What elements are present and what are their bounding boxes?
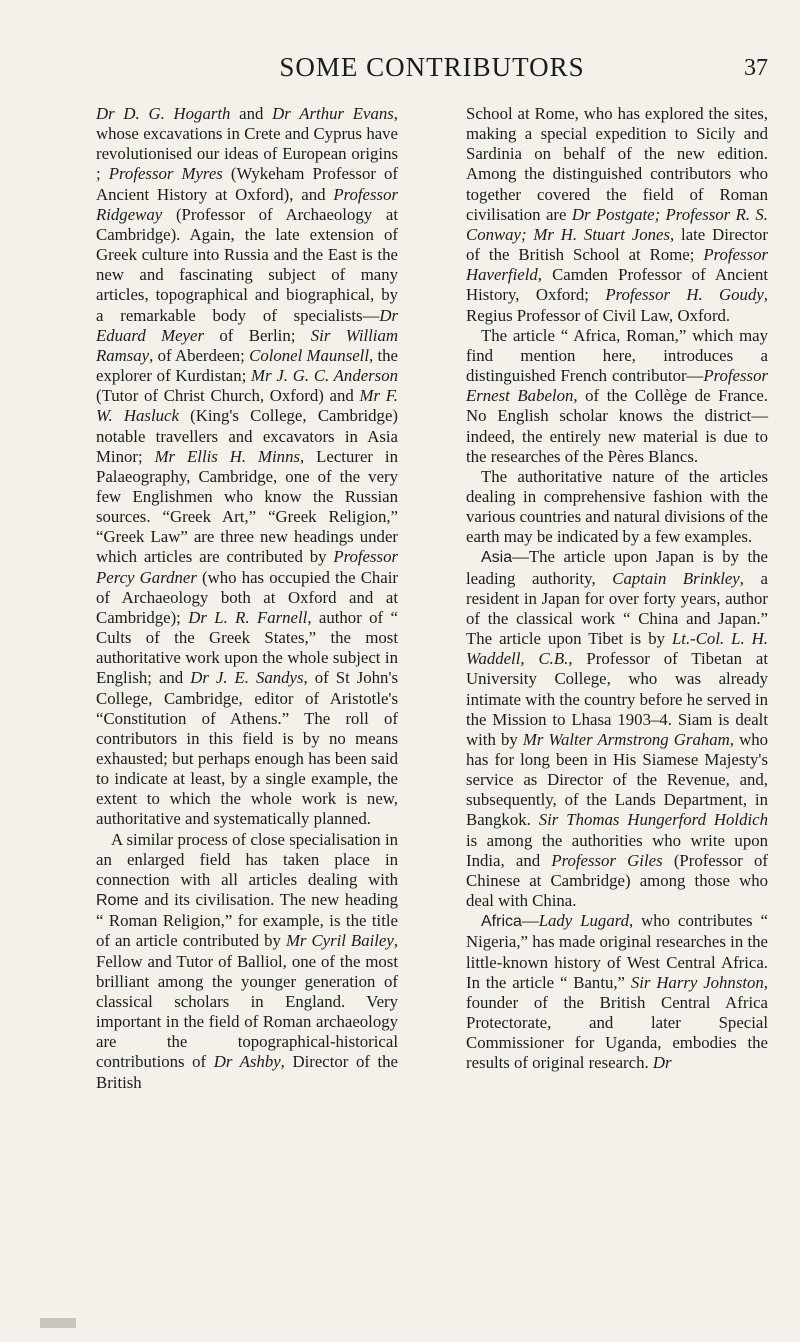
text-run: , of St John's College, Cambridge, editor of Aristotle's “Constitution of Athens.” The roll of contributors in this field is by no means exhausted; but perhaps enough has been said to indicate at least, by a single example, the extent to which the whole work is new, authoritative and systematically planned. [96, 668, 398, 829]
text-run: (Professor of Archaeology at Cambridge). Again, the late extension of Greek culture into Russia and the East is the new and fascinating subject of many articles, topographical and biographical, by a remarkable body of specialists— [96, 204, 398, 325]
name-italic: Dr D. G. Hogarth [96, 104, 231, 123]
text-run: , of Aberdeen; [149, 345, 250, 365]
text-run: — [521, 911, 539, 931]
text-run: , the explorer of Kurdistan; [96, 345, 398, 386]
text-run: (Wykeham Professor of Ancient History at Oxford), and [96, 164, 399, 204]
text-run: and [230, 104, 273, 123]
name-italic: Dr Eduard Meyer [96, 305, 398, 345]
text-run: , founder of the British Central Africa Protectorate, and later Special Commissioner for Uganda, embodies the results of original research. [466, 972, 768, 1073]
text-run: (who has occupied the Chair of Archaeology both at Oxford and at Cambridge); [96, 567, 398, 627]
text-run: School at Rome, who has explored the sites, making a special expedition to Sicily and Sardinia on behalf of the new edition. Among the distinguished contributors who together covered the field of Roman civilisation are [466, 104, 768, 224]
name-italic: Mr Ellis H. Minns [154, 446, 300, 466]
paragraph [466, 467, 768, 548]
name-italic: Professor Giles [551, 850, 663, 870]
paragraph [96, 104, 398, 830]
name-italic: Dr L. R. Farnell [188, 607, 308, 627]
name-italic: Professor Percy Gardner [96, 547, 398, 587]
text-run: , late Director of the British School at Rome; [466, 224, 768, 265]
text-run: The article “ Africa, Roman,” which may find mention here, introduces a distinguished French contributor— [466, 325, 768, 386]
running-head: SOME CONTRIBUTORS [279, 52, 585, 82]
name-italic: Dr Arthur Evans [272, 104, 394, 123]
name-italic: Professor Myres [108, 164, 223, 184]
name-italic: Colonel Maunsell [249, 345, 369, 365]
text-run: (Tutor of Christ Church, Oxford) and [96, 386, 360, 406]
text-run: , Camden Professor of Ancient History, Oxford; [466, 265, 768, 305]
name-italic: Professor Ridgeway [96, 184, 398, 224]
text-run: and its civilisation. The new heading “ Roman Religion,” for example, is the title of an article contributed by [96, 890, 398, 951]
name-italic: Professor Haverfield [466, 245, 768, 285]
paragraph [466, 911, 768, 1073]
name-italic: Professor H. Goudy [605, 285, 764, 305]
text-run: , Lecturer in Palaeography, Cambridge, one of the very few Englishmen who know the Russian sources. “Greek Art,” “Greek Religion,” “Greek Law” are three new headings under which articles are contributed by [96, 446, 398, 567]
paragraph [96, 830, 398, 1093]
text-run: , who has for long been in His Siamese Majesty's service as Director of the Revenue, and, subsequently, of the Lands Department, in Bangkok. [466, 729, 768, 830]
section-keyword: Rome [96, 892, 139, 910]
text-run: The authoritative nature of the articles dealing in comprehensive fashion with the various countries and natural divisions of the earth may be indicated by a few examples. [466, 466, 768, 547]
text-run: , whose excavations in Crete and Cyprus have revolutionised our ideas of European origins ; [96, 104, 398, 184]
text-run: , of the Collège de France. No English scholar knows the district—indeed, the entirely new material is due to the researches of the Pères Blancs. [466, 386, 768, 466]
text-run: (Professor of Chinese at Cambridge) among those who deal with China. [466, 850, 768, 911]
text-run: —The article upon Japan is by the leading authority, [466, 547, 768, 588]
text-run: , Fellow and Tutor of Balliol, one of the most brilliant among the younger generation of classical scholars in England. Very important in the field of Roman archaeology are the topographical-historical contributions of [96, 931, 399, 1072]
name-italic: Lt.-Col. L. H. Waddell, C.B. [466, 629, 768, 669]
section-keyword: Asia [481, 549, 513, 567]
name-italic: Sir William Ramsay [96, 325, 398, 365]
page-edge-mark [40, 1318, 76, 1328]
page-header [96, 52, 768, 92]
text-run: , a resident in Japan for over forty years, author of the classical work “ China and Japan.” The article upon Tibet is by [466, 568, 768, 649]
name-italic: Lady Lugard [538, 911, 630, 931]
text-run: (King's College, Cambridge) notable travellers and excavators in Asia Minor; [96, 406, 398, 466]
text-run: , Professor of Tibetan at University College, who was already intimate with the country before he served in the Mission to Lhasa 1903–4. Siam is dealt with by [466, 649, 768, 749]
section-keyword: Africa [481, 913, 522, 931]
name-italic: Mr F. W. Hasluck [96, 386, 398, 426]
text-run: , author of “ Cults of the Greek States,” the most authoritative work upon the whole subject in English; and [96, 607, 398, 688]
name-italic: Mr Walter Armstrong Graham [522, 729, 730, 749]
paragraph [466, 547, 768, 911]
name-italic: Mr J. G. C. Anderson [251, 366, 398, 386]
text-run: , who contributes “ Nigeria,” has made original researches in the little-known history of West Central Africa. In the article “ Bantu,” [466, 911, 768, 992]
text-run: A similar process of close specialisation in an enlarged field has taken place in connection with all articles dealing with [96, 829, 398, 889]
name-italic: Sir Thomas Hungerford Holdich [538, 810, 768, 830]
text-run: of Berlin; [203, 325, 311, 345]
name-italic: Dr J. E. Sandys [190, 668, 304, 688]
left-column [96, 104, 398, 1093]
text-run: , Regius Professor of Civil Law, Oxford. [466, 285, 768, 325]
paragraph [466, 326, 768, 467]
text-run: , Director of the British [96, 1052, 399, 1092]
right-column [466, 104, 768, 1074]
name-italic: Mr Cyril Bailey [285, 931, 394, 951]
name-italic: Dr Ashby [213, 1052, 281, 1072]
name-italic: Dr Postgate; Professor R. S. Conway; Mr H. Stuart Jones [466, 204, 768, 244]
name-italic: Professor Ernest Babelon [466, 366, 768, 406]
name-italic: Captain Brinkley [612, 568, 740, 588]
name-italic: Sir Harry Johnston [630, 972, 764, 992]
name-italic: Dr [652, 1053, 672, 1073]
paragraph [466, 104, 768, 326]
page-number: 37 [744, 55, 768, 81]
text-run: is among the authorities who write upon India, and [466, 830, 768, 870]
